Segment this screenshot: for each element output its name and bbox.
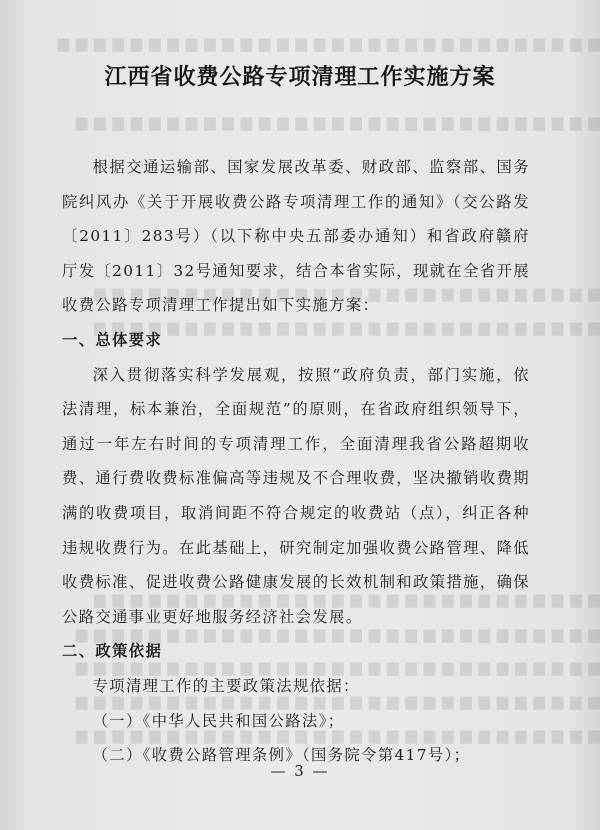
section-heading: 一、总体要求 bbox=[62, 330, 163, 349]
section-paragraph: 深入贯彻落实科学发展观，按照“政府负责，部门实施，依法清理，标本兼治，全面规范”的原则，在省政府组织领导下，通过一年左右时间的专项清理工作，全面清理我省公路超期收费、通行费收费标准偏高等违规及不合理收费，坚决撤销收费期满的收费项目，取消间距不符合规定的收费站（点），纠正各种违规收费行为。在此基础上，研究制定加强收费公路管理、降低收费标准、促进收费公路健康发展的长效机制和政策措施，确保公路交通事业更好地服务经济社会发展。 bbox=[62, 365, 530, 626]
section-heading: 二、政策依据 bbox=[62, 642, 163, 661]
bleed-through-line: ▆ ▆ ▆ ▆ ▆ ▆ ▆ ▆ ▆ ▆ ▆ ▆ ▆ ▆ ▆ ▆ ▆ ▆ ▆ ▆ ▆ ▆ ▆ ▆ ▆ ▆ ▆ ▆ ▆ bbox=[74, 658, 600, 676]
document-title: 江西省收费公路专项清理工作实施方案 bbox=[104, 65, 496, 90]
list-item: （二）《收费公路管理条例》（国务院令第417号）； bbox=[92, 746, 471, 765]
document-body bbox=[62, 150, 530, 773]
bleed-through-line: ▆ ▆ ▆ ▆ ▆ ▆ ▆ ▆ ▆ ▆ ▆ ▆ ▆ ▆ ▆ ▆ ▆ ▆ ▆ ▆ ▆ ▆ ▆ ▆ ▆ ▆ ▆ ▆ bbox=[93, 590, 600, 608]
list-item: （一）《中华人民共和国公路法》； bbox=[92, 711, 345, 730]
bleed-through-line: ▆ ▆ ▆ ▆ ▆ ▆ ▆ ▆ ▆ ▆ ▆ ▆ ▆ ▆ ▆ ▆ ▆ ▆ ▆ ▆ ▆ ▆ ▆ ▆ ▆ ▆ ▆ ▆ bbox=[93, 284, 600, 302]
bleed-through-line: ▆ ▆ ▆ ▆ ▆ ▆ ▆ ▆ ▆ ▆ ▆ ▆ ▆ ▆ ▆ ▆ ▆ ▆ ▆ ▆ ▆ ▆ ▆ ▆ ▆ ▆ ▆ ▆ ▆ ▆ bbox=[56, 34, 600, 52]
section-paragraph: 专项清理工作的主要政策法规依据： bbox=[92, 676, 360, 695]
bleed-through-line: ▆ ▆ ▆ ▆ ▆ ▆ ▆ ▆ ▆ ▆ ▆ ▆ ▆ ▆ ▆ ▆ ▆ ▆ ▆ ▆ ▆ ▆ ▆ ▆ ▆ ▆ ▆ ▆ ▆ bbox=[74, 692, 600, 710]
bleed-through-line: ▆ ▆ ▆ ▆ ▆ ▆ ▆ ▆ ▆ ▆ ▆ ▆ ▆ ▆ ▆ ▆ ▆ ▆ ▆ ▆ ▆ ▆ ▆ ▆ ▆ ▆ ▆ ▆ ▆ bbox=[74, 625, 600, 643]
page-number: — 3 — bbox=[270, 762, 330, 780]
bleed-through-line: ▆ ▆ ▆ ▆ ▆ ▆ ▆ ▆ ▆ ▆ ▆ ▆ ▆ ▆ ▆ ▆ ▆ ▆ ▆ ▆ ▆ ▆ ▆ ▆ ▆ ▆ ▆ ▆ ▆ bbox=[74, 113, 600, 131]
bleed-through-line: ▆ ▆ ▆ ▆ ▆ ▆ ▆ ▆ ▆ ▆ ▆ ▆ ▆ ▆ ▆ ▆ ▆ ▆ ▆ ▆ ▆ ▆ ▆ ▆ ▆ ▆ ▆ ▆ ▆ bbox=[74, 726, 600, 744]
intro-paragraph: 根据交通运输部、国家发展改革委、财政部、监察部、国务院纠风办《关于开展收费公路专项清理工作的通知》（交公路发〔2011〕283号）（以下称中央五部委办通知）和省政府赣府厅发〔2011〕32号通知要求，结合本省实际，现就在全省开展收费公路专项清理工作提出如下实施方案： bbox=[62, 158, 530, 315]
bleed-through-line: ▆ ▆ ▆ ▆ ▆ ▆ ▆ ▆ ▆ ▆ ▆ ▆ ▆ ▆ ▆ ▆ ▆ ▆ ▆ ▆ ▆ ▆ ▆ ▆ ▆ ▆ ▆ ▆ bbox=[93, 318, 600, 336]
